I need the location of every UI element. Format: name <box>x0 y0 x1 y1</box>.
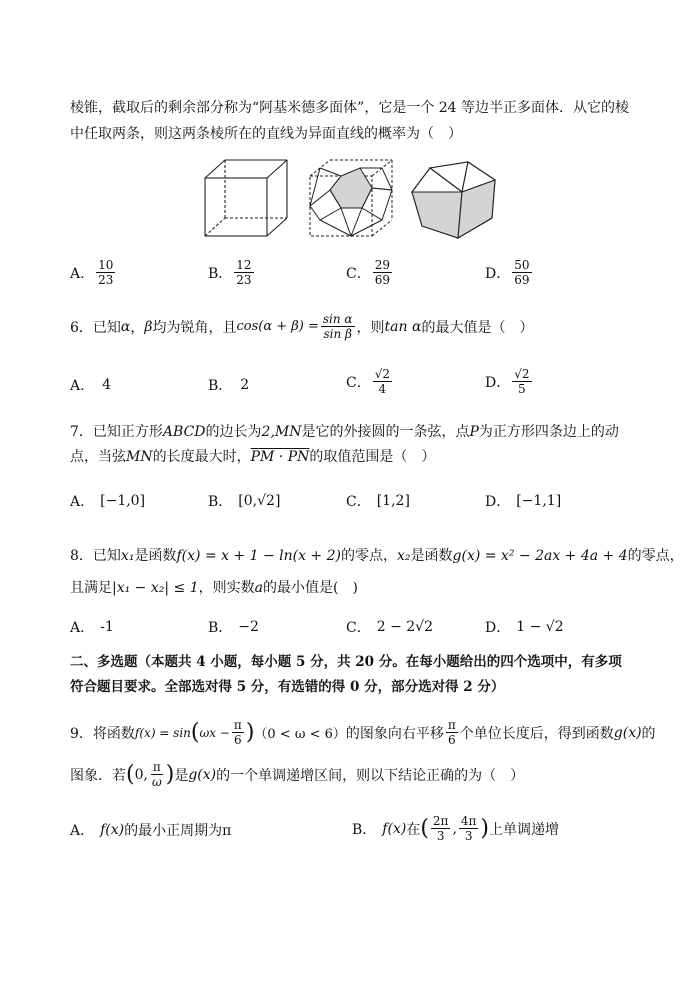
fraction: $\frac{√2}{4}$ <box>374 367 390 396</box>
option-label: B． <box>208 620 233 636</box>
shift-fraction: $\frac{\pi}{6}$ <box>447 718 456 747</box>
option-value: [1,2] <box>376 493 410 509</box>
option-label: B． <box>208 494 233 510</box>
option-label: D． <box>485 374 511 391</box>
q5-option-c[interactable] <box>346 258 394 287</box>
option-label: A． <box>70 265 95 282</box>
fraction: $\frac{50}{69}$ <box>514 258 530 287</box>
q8-stem-line2: 且满足|x₁ − x₂| ≤ 1，则实数a的最小值是( ) <box>70 580 358 596</box>
fraction: $\frac{√2}{5}$ <box>514 367 530 396</box>
vector-dot-expression: PM · PN <box>250 449 310 465</box>
option-label: B． <box>208 265 233 282</box>
option-label: C． <box>346 374 371 391</box>
q7-option-c[interactable] <box>346 491 410 511</box>
option-label: D． <box>485 265 511 282</box>
fraction: $\frac{4\pi}{3}$ <box>460 814 477 843</box>
option-value: 4 <box>102 377 112 393</box>
polyhedra-figure <box>200 158 500 240</box>
q8-option-a[interactable] <box>70 617 114 637</box>
q5-option-a[interactable] <box>70 258 117 287</box>
sin-fraction: $\frac{\text{sin α}}{\text{sin β}}$ <box>322 312 353 341</box>
f-expression: f(x) = sin <box>134 725 191 740</box>
option-label: B． <box>208 378 233 394</box>
q7-stem-line2: 点，当弦MN的长度最大时，PM · PN的取值范围是（ ） <box>70 449 436 465</box>
q8-option-d[interactable] <box>485 617 564 637</box>
q5-option-b[interactable] <box>208 258 256 287</box>
option-value: −2 <box>238 619 259 635</box>
q6-option-a[interactable] <box>70 375 111 395</box>
q7-stem-line1: 7．已知正方形ABCD的边长为2,MN是它的外接圆的一条弦，点P为正方形四条边上的动 <box>70 424 619 440</box>
option-value: [0,√2] <box>238 493 281 509</box>
option-label: D． <box>485 494 511 510</box>
option-label: B． <box>352 821 377 838</box>
q7-option-d[interactable] <box>485 491 561 511</box>
section2-heading-line1: 二、多选题（本题共 4 小题，每小题 5 分，共 20 分。在每小题给出的四个选项中，有多项 <box>70 654 622 670</box>
cuboctahedron-in-cube-figure <box>310 160 392 236</box>
q9-option-b[interactable]: B． f(x) 在 ( $\frac{2\pi}{3}$ , $\frac{4\pi}{3}$ ) 上单调递增 <box>352 814 560 843</box>
q9-option-a[interactable]: A． f(x) 的最小正周期为π <box>70 822 232 839</box>
q9-stem-line1: 9．将函数 f(x) = sin ( ωx − $\frac{\pi}{6}$ ) （0 < ω < 6） 的图象向右平移 $\frac{\pi}{6}$ 个单位长度后，得到函数 g(x) 的 <box>70 718 656 747</box>
q6-option-c[interactable] <box>346 367 394 396</box>
q7-option-a[interactable] <box>70 491 145 511</box>
omega-condition: （0 < ω < 6） <box>254 727 346 742</box>
q5-text-line1: 棱锥，截取后的剩余部分称为“阿基米德多面体”，它是一个 24 等边半正多面体．从它的棱 <box>70 100 630 116</box>
g-expression: g(x) <box>613 724 642 741</box>
fraction: $\frac{2\pi}{3}$ <box>432 814 449 843</box>
option-value: -1 <box>100 619 114 635</box>
q5-option-d[interactable] <box>485 258 534 287</box>
option-value: 2 <box>240 377 250 393</box>
tan-expression: tan α <box>384 318 422 335</box>
option-value: 1 − √2 <box>516 619 564 635</box>
fraction: $\frac{10}{23}$ <box>98 258 114 287</box>
q9-stem-line2: 图象．若 ( 0, $\frac{\pi}{\omega}$ ) 是 g(x) 的一个单调递增区间，则以下结论正确的为（ ） <box>70 760 525 789</box>
option-label: A． <box>70 378 95 394</box>
q7-option-b[interactable] <box>208 491 280 511</box>
section2-heading-line2: 符合题目要求。全部选对得 5 分，有选错的得 0 分，部分选对得 2 分） <box>70 679 505 695</box>
pi-over-omega-fraction: $\frac{\pi}{\omega}$ <box>151 760 162 789</box>
fraction: $\frac{29}{69}$ <box>374 258 390 287</box>
alpha-symbol: α <box>120 318 131 335</box>
q6-stem: 6．已知 α ， β 均为锐角，且 cos(α + β) = $\frac{\text{sin α}}{\text{sin β}}$ ，则 tan α 的最大值是（ ） <box>70 312 534 341</box>
q8-stem-line1: 8．已知x₁是函数f(x) = x + 1 − ln(x + 2)的零点，x₂是函数g(x) = x² − 2ax + 4a + 4的零点， <box>70 548 684 564</box>
option-label: A． <box>70 494 95 510</box>
option-value: [−1,0] <box>100 493 146 509</box>
cuboctahedron-figure <box>412 162 495 238</box>
cos-expression: cos(α + β) = <box>236 319 319 334</box>
option-label: A． <box>70 823 95 839</box>
q5-text-line2: 中任取两条，则这两条棱所在的直线为异面直线的概率为（ ） <box>70 126 462 142</box>
q8-option-b[interactable] <box>208 617 259 637</box>
q8-option-c[interactable] <box>346 617 433 637</box>
q6-option-b[interactable] <box>208 375 249 395</box>
q6-option-d[interactable] <box>485 367 534 396</box>
option-label: A． <box>70 620 95 636</box>
option-value: [−1,1] <box>516 493 562 509</box>
cube-figure <box>205 160 287 236</box>
fraction: $\frac{12}{23}$ <box>236 258 252 287</box>
option-label: D． <box>485 620 511 636</box>
beta-symbol: β <box>144 318 153 335</box>
option-value: 2 − 2√2 <box>376 619 433 635</box>
option-label: C． <box>346 265 371 282</box>
option-label: C． <box>346 494 371 510</box>
pi-over-6-fraction: $\frac{\pi}{6}$ <box>233 718 242 747</box>
option-label: C． <box>346 620 371 636</box>
